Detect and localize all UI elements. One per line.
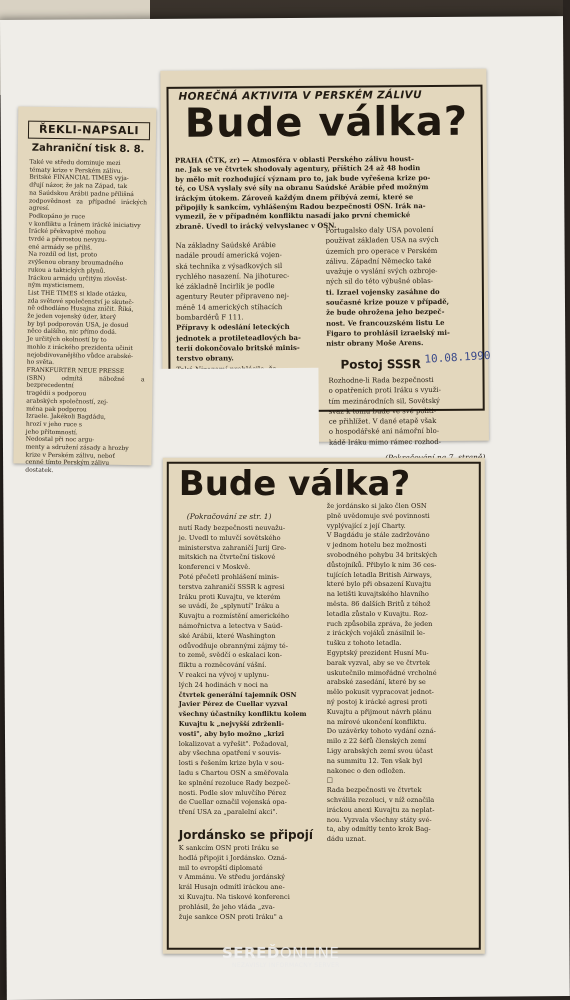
text-line: vymezil, že v případném konfliktu nasadí jako první chemické — [175, 211, 411, 222]
text-line: Rada bezpečnosti ve čtvrtek — [326, 785, 422, 794]
text-line: ně odhodláno Husajna zničit. Říká, — [27, 304, 134, 314]
clip2-kicker: HOREČNÁ AKTIVITA V PERSKÉM ZÁLIVU — [178, 89, 422, 103]
text-line: Figaro to prohlásil izraelský mi- — [326, 328, 450, 338]
text-line: Na základny Saúdské Arábie — [175, 241, 276, 250]
text-line: cenné tímto Perským zálivu — [25, 459, 110, 468]
text-line: tušku z tohoto letadla. — [326, 638, 402, 647]
clip2-subhead: Postoj SSSR — [340, 357, 422, 372]
text-line: Kuvajtu a rozmístění amerického — [178, 611, 290, 620]
text-line: používat základen USA na svých — [325, 236, 439, 246]
text-line: něco dalšího, nic přímo dodá. — [27, 328, 117, 337]
text-line: Do uzávěrky tohoto vydání ozná- — [326, 727, 436, 736]
text-line: nost. Ve francouzském listu Le — [326, 318, 445, 328]
text-line: Britské FINANCIAL TIMES vyja- — [29, 174, 129, 183]
text-line: List THE TIMES si klade otázku, — [27, 289, 128, 298]
text-line: dostatek. — [25, 466, 54, 475]
text-line: rychlého nasazení. Na jihoturec- — [175, 271, 290, 281]
clip2-column-3 — [328, 375, 478, 448]
text-line: prohlásil, že jeho vláda „zva- — [178, 902, 275, 911]
text-line: na summitu 12. Ten však byl — [326, 756, 423, 765]
text-line: v konfliktu a Iránem irácké iniciativy — [28, 220, 141, 229]
clip3-column-1 — [179, 524, 319, 818]
text-line: milo z 22 šéfů členských zemí — [326, 736, 427, 745]
text-line: agentury Reuter připraveno nej- — [175, 292, 290, 302]
watermark-brand — [222, 944, 339, 962]
text-line: ce přihlížet. V dané etapě však — [328, 417, 437, 426]
text-line: odůvodňuje obrannými zájmy té- — [178, 641, 288, 650]
text-line: na mírové ukončení konfliktu. — [326, 717, 427, 726]
text-line: územích pro operace v Perském — [325, 246, 438, 256]
text-line: je. Uvedl to mluvčí sovětského — [178, 533, 281, 542]
text-line: nutí Rady bezpečnosti neuvažu- — [178, 523, 286, 532]
text-line: svobodného pohybu 34 britských — [326, 550, 438, 559]
watermark-brand-part2: ONLINE — [279, 944, 340, 962]
text-line: v Ammánu. Ve středu jordánský — [178, 873, 285, 882]
text-line: nakonec o den odložen. — [326, 766, 406, 775]
text-line: to země, svědčí o eskalaci kon- — [178, 651, 283, 660]
text-line: všechny účastníky konfliktu kolem — [178, 709, 307, 718]
scrapbook-page — [0, 16, 570, 1000]
text-line: rukou a taktických plynů. — [28, 266, 106, 275]
text-line: konferenci v Moskvě. — [178, 562, 251, 571]
text-line: uvažuje o vyslání svých ozbroje- — [325, 267, 438, 276]
text-line: mělo pokusit vypracovat jednot- — [326, 687, 434, 696]
text-line: by mělo mít rozhodující význam pro to, jak bude vyřešena krize po- — [175, 173, 431, 184]
text-line: ská technika z výsadkových sil — [175, 261, 283, 271]
clip1-body — [25, 159, 147, 476]
text-line: ruch způsobila zpráva, že jeden — [326, 619, 433, 628]
text-line: lých 24 hodinách v noci na — [178, 680, 269, 689]
text-line: Rozhodne-li Rada bezpečnosti — [328, 375, 434, 385]
text-line: na Saúdskou Arábii padne přílišná — [29, 189, 134, 198]
text-line: se uvádí, že „splynutí" Iráku a — [178, 602, 280, 611]
clip2-title: Bude válka? — [184, 98, 469, 147]
text-line: de Cuellar označil vojenská opa- — [178, 798, 287, 807]
text-line: na letišti kuvajtského hlavního — [326, 589, 429, 598]
text-line: které bylo při obsazení Kuvajtu — [326, 580, 432, 589]
text-line: nistr obrany Moše Arens. — [326, 339, 424, 348]
text-line: hrozí v jeho ruce s — [25, 420, 83, 429]
text-line: jednotek a protileteadlových ba- — [176, 333, 301, 343]
text-line: Portugalsko daly USA povolení — [325, 225, 434, 235]
text-line: tragédii s podporou — [26, 389, 87, 398]
text-line: ké základně Incirlik je podle — [175, 282, 275, 291]
clip3-subhead: Jordánsko se připojí — [178, 827, 314, 842]
text-line: nejobdivovanějšího vůdce arabské- — [26, 351, 134, 360]
clip3-column-1b — [179, 844, 319, 922]
text-line: že jeden vojenský úder, který — [27, 312, 117, 321]
text-line: menty a sdružení zásady a hrozby — [25, 443, 129, 453]
clip2-lead — [175, 155, 476, 232]
text-line: ské Arábii, které Washington — [178, 631, 276, 640]
text-line: Izraele. Jakékoli Bagdádu, — [25, 412, 106, 421]
text-line: arabské zasedání, které by se — [326, 678, 426, 687]
clip3-continued-from: (Pokračování ze str. 1) — [186, 511, 272, 521]
text-line: tujících letadla British Airways, — [326, 570, 433, 579]
text-line: zálivu. Západní Německo také — [325, 256, 432, 266]
text-line: Je určitých okolností by to — [27, 335, 107, 344]
text-line: iráckým útokem. Zároveň každým dnem přibývá zemí, které se — [175, 192, 414, 203]
text-line: ke splnění rezoluce Rady bezpeč- — [178, 778, 291, 787]
text-line: ti. Izrael vojensky zasáhne do — [325, 287, 440, 297]
text-line: Poté přečetl prohlášení minis- — [178, 572, 280, 581]
text-line: hodlá připojit i Jordánsko. Ozná- — [178, 853, 288, 862]
text-line: tématy krize v Perském zálivu. — [29, 166, 123, 175]
text-line: aby všechna opatření v souvis- — [178, 749, 282, 758]
text-line: námořnictva a letectva v Saúd- — [178, 621, 283, 630]
text-line: ho světa. — [26, 358, 55, 367]
text-line: arabských společností, zej- — [26, 397, 109, 406]
text-line: že bude ohrožena jeho bezpeč- — [326, 308, 445, 318]
text-line: mil to evropští diplomaté — [178, 863, 263, 872]
text-line: o opatřeních proti Iráku s využi- — [328, 386, 441, 396]
clip-bude-valka-continued — [163, 458, 485, 954]
text-line: V reakci na vývoj v uplynu- — [178, 670, 269, 679]
text-line: tím mezinárodních sil, Sovětský — [328, 396, 440, 406]
text-line: jeho přítomností. — [25, 428, 78, 436]
text-line: zvýšenou obrany broumadného — [28, 258, 124, 268]
clip3-column-2 — [327, 502, 469, 845]
text-line: terií dokončovalo britské minis- — [176, 343, 300, 353]
text-line: král Husajn odmítl iráckou ane- — [178, 882, 285, 891]
text-line: připojily k sankcím, vyhlášeným Radou bezpečnosti OSN. Irák na- — [175, 202, 426, 212]
clip2-column-2 — [325, 225, 476, 350]
text-line: PRAHA (ČTK, zr) — Atmosféra v oblasti Perského zálivu houst- — [174, 155, 414, 165]
text-line: ené armády se příliš. — [28, 243, 93, 252]
text-line: mitskich na čtvrteční tiskové — [178, 553, 276, 562]
text-line: že jordánsko si jako člen OSN — [326, 501, 427, 510]
text-line: Přípravy k odeslání leteckých — [176, 323, 290, 333]
text-line: V Bagdádu je stále zadržováno — [326, 531, 430, 540]
text-line: zodpovědnost za případné iráckých agresí. — [28, 197, 148, 213]
text-line: té, co USA vyslaly své síly na obranu Saúdské Arábie před možným — [175, 183, 429, 193]
text-line: Na rozdíl od list, proto — [28, 251, 98, 260]
text-line: ladu s Chartou OSN a směřovala — [178, 768, 289, 777]
watermark-subtitle: NEZÁVISLÝ INFORMAČNÝ SERVER — [232, 962, 340, 969]
text-line: Iráckou armádu určitým zlověst- — [27, 274, 128, 283]
clip-reklinapsali — [13, 106, 156, 475]
text-line: města. 86 dalších Britů z téhož — [326, 599, 431, 608]
clip2-handwritten-date: 10.08.1990 — [424, 348, 491, 366]
text-line: dádu uznat. — [326, 834, 367, 843]
watermark-brand-part1: SEREĎ — [222, 944, 280, 962]
text-line: o hospodářské ani námořní blo- — [328, 427, 440, 437]
text-line: zbraně. Uvedl to irácký velvyslanec v OSN. — [175, 221, 337, 231]
text-line: nadále proudí americká vojen- — [175, 251, 282, 261]
text-line: Nedostal při noc argu- — [25, 435, 95, 444]
text-line: dřují názor, že jak na Západ, tak — [29, 181, 128, 191]
text-line: nou. Vyzvala všechny státy své- — [326, 815, 432, 824]
clip1-subheading: Zahraniční tisk 8. 8. — [31, 142, 145, 156]
text-line: Kuvajtu a přijmout návrh plánu — [326, 707, 432, 716]
text-line: ne. Jak se ve čtvrtek shodovaly agentury, příštích 24 až 48 hodin — [175, 164, 421, 175]
text-line: ných sil do této výbušné oblas- — [325, 277, 434, 287]
text-line: méně 14 amerických stíhacích — [175, 302, 283, 312]
text-line: Podkopáno je ruce — [28, 212, 86, 221]
text-line: letadla zůstalo v Kuvajtu. Roz- — [326, 609, 428, 618]
text-line: terstva zahraničí SSSR k agresi — [178, 582, 285, 591]
text-line: Kuvajtu k „nejvyšší zdrženli- — [178, 719, 285, 728]
text-line: losti s řešením krize byla v sou- — [178, 758, 285, 767]
text-line: uskutečnilo mimořádné vrcholné — [326, 668, 437, 677]
text-line: mohlo z iráckého prezidenta učinit — [26, 343, 133, 352]
text-line: FRANKFURTER NEUE PRESSE — [26, 366, 125, 375]
text-line: barak vyzval, aby se ve čtvrtek — [326, 658, 430, 667]
text-line: žuje sankce OSN proti Iráku" a — [178, 912, 283, 921]
text-line: Egyptský prezident Husní Mu- — [326, 648, 429, 657]
text-line: K sankcím OSN proti Iráku se — [178, 843, 279, 852]
text-line: ný postoj k irácké agresi proti — [326, 697, 428, 706]
text-line: krize v Perském zálivu, neboť — [25, 451, 115, 460]
text-line: svaz k tomu bude ve své politi- — [328, 406, 437, 416]
text-line: vyplývající z její Charty. — [326, 521, 406, 530]
text-line: tvrdé a přerostou nevyzu- — [28, 235, 107, 244]
text-line: ministerstva zahraničí Jurij Gre- — [178, 543, 287, 552]
text-line: ména pak podporou — [26, 405, 87, 413]
text-line: zda světové společenství je skuteč- — [27, 297, 134, 306]
clip1-heading: ŘEKLI-NAPSALI — [38, 122, 140, 138]
text-line: nosti. Podle slov mluvčího Pérez — [178, 788, 287, 797]
text-line: bombardérů F 111. — [176, 313, 244, 322]
text-line: Javier Pérez de Cuellar vyzval — [178, 700, 288, 709]
text-line: fliktu a rozněcování vášní. — [178, 660, 267, 669]
text-line: ta, aby odmítly tento krok Bag- — [326, 825, 431, 834]
text-line: čtvrtek generální tajemník OSN — [178, 690, 297, 699]
text-line: iráckou anexi Kuvajtu za neplat- — [326, 805, 435, 814]
clip1-heading-box — [28, 121, 150, 141]
text-line: □ — [326, 776, 334, 785]
clip2-cutout — [158, 368, 319, 449]
text-line: (SRN) odmítá nábožné a bezprecedentní — [26, 374, 145, 390]
text-line: Iráku proti Kuvajtu, ve kterém — [178, 592, 281, 601]
text-line: terstvo obrany. — [176, 354, 234, 364]
text-line: z iráckých vojáků znásilnil le- — [326, 629, 426, 638]
text-line: kádě Iráku mimo rámec rozhod- — [328, 437, 441, 447]
text-line: plně uvědomuje své povinnosti — [326, 511, 430, 520]
text-line: Irácké překvapivé mohou — [28, 227, 107, 237]
text-line: důstojníků. Přibylo k nim 36 ces- — [326, 560, 437, 569]
text-line: Také ve středu dominuje mezi — [29, 158, 121, 167]
text-line: současné krize pouze v případě, — [325, 297, 450, 307]
text-line: xi Kuvajtu. Na tiskové konferenci — [178, 892, 290, 901]
text-line: ným mysticismem. — [27, 281, 85, 290]
text-line: lokalizovat a vyřešit". Požadoval, — [178, 739, 289, 748]
text-line: tření USA za „paralelní akci". — [178, 807, 278, 816]
clip3-title: Bude válka? — [178, 463, 411, 504]
text-line: by byl podporován USA, je dosud — [27, 320, 129, 329]
text-line: vosti", aby bylo možno „krizi — [178, 729, 285, 738]
text-line: v jednom hotelu bez možnosti — [326, 540, 427, 549]
text-line: Ligy arabských zemí svou účast — [326, 746, 433, 755]
text-line: schválila rezoluci, v níž označila — [326, 795, 435, 804]
